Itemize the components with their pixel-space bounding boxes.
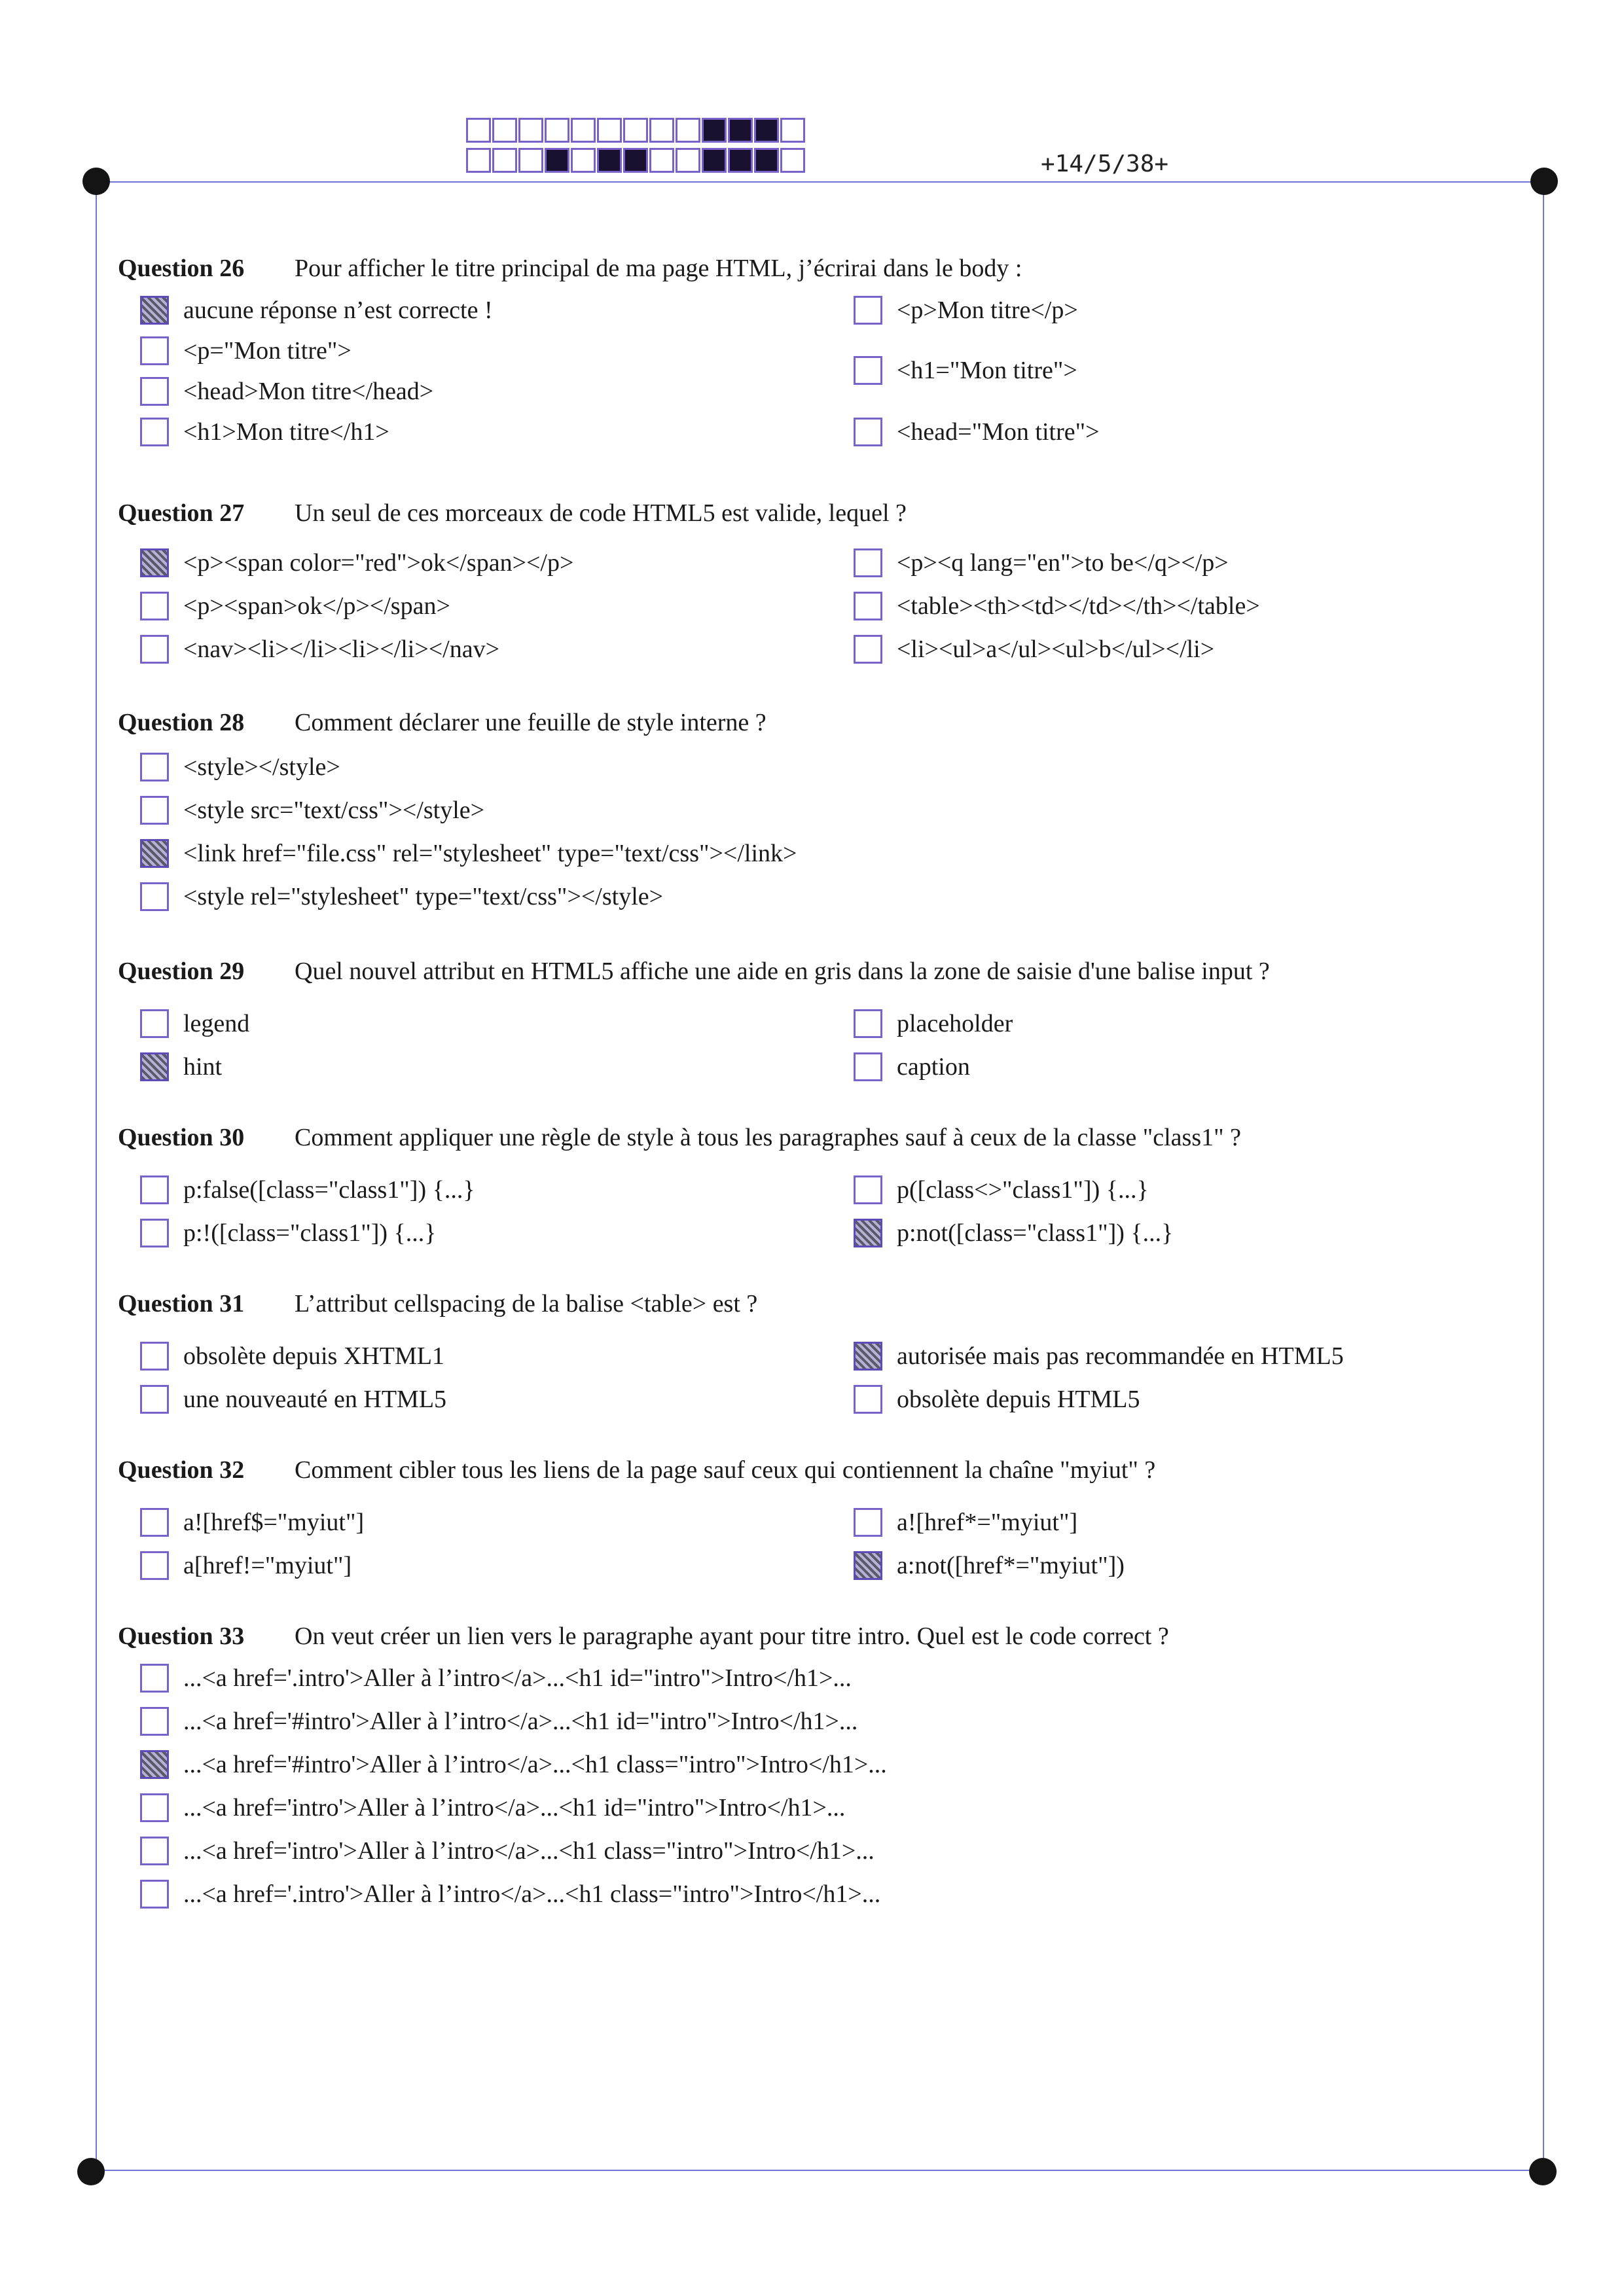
answer-label: <li><ul>a</ul><ul>b</ul></li>: [897, 636, 1215, 663]
answer-checkbox[interactable]: [854, 592, 882, 620]
answer-label: legend: [183, 1010, 250, 1037]
question-29: [118, 957, 1532, 1090]
question-32: [118, 1456, 1532, 1589]
id-code-cell: [597, 118, 622, 143]
question-text: Quel nouvel attribut en HTML5 affiche une aide en gris dans la zone de saisie d'une balise input ?: [295, 958, 1270, 985]
registration-mark-bottom-right: [1529, 2158, 1557, 2185]
answer-label: <head="Mon titre">: [897, 418, 1100, 446]
answer-label: ...<a href='#intro'>Aller à l’intro</a>...<h1 class="intro">Intro</h1>...: [183, 1751, 887, 1778]
answer-option[interactable]: [140, 377, 433, 406]
answer-checkbox[interactable]: [140, 336, 169, 365]
answer-option[interactable]: [854, 356, 1077, 385]
question-text: On veut créer un lien vers le paragraphe ayant pour titre intro. Quel est le code correct ?: [295, 1623, 1169, 1650]
question-28: [118, 708, 1532, 927]
answer-option[interactable]: [140, 592, 450, 620]
answer-checkbox[interactable]: [140, 1508, 169, 1537]
question-27: [118, 499, 1532, 672]
answer-label: une nouveauté en HTML5: [183, 1386, 447, 1413]
answer-option[interactable]: [854, 1385, 1140, 1414]
question-text: Un seul de ces morceaux de code HTML5 est valide, lequel ?: [295, 499, 907, 527]
answer-label: p([class<>"class1"]) {...}: [897, 1176, 1149, 1204]
id-code-cell: [466, 118, 491, 143]
answer-option[interactable]: [140, 296, 493, 325]
answer-checkbox[interactable]: [140, 1664, 169, 1693]
answer-label: ...<a href='#intro'>Aller à l’intro</a>...<h1 id="intro">Intro</h1>...: [183, 1708, 858, 1735]
answer-checkbox[interactable]: [140, 592, 169, 620]
answer-checkbox[interactable]: [140, 753, 169, 781]
answer-checkbox[interactable]: [854, 548, 882, 577]
answer-option[interactable]: [140, 548, 573, 577]
question-33: [118, 1622, 1532, 1939]
id-code-cell: [780, 148, 805, 173]
answer-checkbox[interactable]: [140, 1052, 169, 1081]
answer-label: ...<a href='.intro'>Aller à l’intro</a>...<h1 class="intro">Intro</h1>...: [183, 1880, 881, 1908]
answer-option[interactable]: [140, 1219, 437, 1247]
id-code-cell: [518, 118, 543, 143]
id-code-cell: [571, 148, 596, 173]
answer-option[interactable]: [140, 1342, 444, 1371]
answer-label: hint: [183, 1053, 223, 1081]
question-text: Comment appliquer une règle de style à tous les paragraphes sauf à ceux de la classe "class1" ?: [295, 1124, 1242, 1151]
id-code-cell: [780, 118, 805, 143]
answer-checkbox[interactable]: [854, 1175, 882, 1204]
id-code-cell: [623, 148, 648, 173]
answer-option[interactable]: [854, 1219, 1173, 1247]
id-code-cell: [754, 148, 779, 173]
answer-option[interactable]: [140, 635, 499, 664]
registration-mark-top-right: [1530, 168, 1558, 195]
answer-checkbox[interactable]: [854, 1052, 882, 1081]
answer-checkbox[interactable]: [854, 1508, 882, 1537]
id-code-cell: [597, 148, 622, 173]
id-code-cell: [728, 148, 753, 173]
id-code-cell: [571, 118, 596, 143]
answer-option[interactable]: [140, 839, 797, 868]
answer-label: <h1="Mon titre">: [897, 357, 1077, 384]
answer-checkbox[interactable]: [854, 296, 882, 325]
answer-label: <h1>Mon titre</h1>: [183, 418, 389, 446]
answer-label: <style></style>: [183, 753, 340, 781]
answer-option[interactable]: [140, 882, 663, 911]
id-code-row-2: [466, 148, 806, 173]
question-26: [118, 254, 1532, 466]
answer-option[interactable]: [854, 1342, 1344, 1371]
answer-label: a![href*="myiut"]: [897, 1509, 1078, 1536]
page-id: +14/5/38+: [1041, 151, 1169, 177]
answer-checkbox[interactable]: [140, 377, 169, 406]
answer-option[interactable]: [140, 1508, 364, 1537]
question-text: Comment cibler tous les liens de la page sauf ceux qui contiennent la chaîne "myiut" ?: [295, 1456, 1156, 1484]
question-number: Question 28: [118, 709, 245, 736]
answer-option[interactable]: [140, 753, 340, 781]
answer-checkbox[interactable]: [854, 1342, 882, 1371]
answer-checkbox[interactable]: [140, 1880, 169, 1909]
question-number: Question 33: [118, 1623, 245, 1650]
answer-label: <style rel="stylesheet" type="text/css"></style>: [183, 883, 664, 910]
id-code-cell: [676, 148, 700, 173]
answer-label: <p><span>ok</p></span>: [183, 592, 450, 620]
answer-label: aucune réponse n’est correcte !: [183, 296, 493, 324]
id-code-cell: [492, 148, 517, 173]
answer-option[interactable]: [140, 1880, 880, 1909]
answer-label: p:not([class="class1"]) {...}: [897, 1219, 1174, 1247]
id-code-cell: [702, 148, 727, 173]
answer-label: obsolète depuis HTML5: [897, 1386, 1140, 1413]
answer-label: <link href="file.css" rel="stylesheet" type="text/css"></link>: [183, 840, 797, 867]
answer-checkbox[interactable]: [140, 1837, 169, 1865]
answer-option[interactable]: [854, 592, 1260, 620]
answer-label: a:not([href*="myiut"]): [897, 1552, 1125, 1579]
answer-checkbox[interactable]: [140, 796, 169, 825]
id-code-cell: [545, 148, 569, 173]
answer-checkbox[interactable]: [140, 296, 169, 325]
answer-option[interactable]: [140, 1551, 352, 1580]
answer-option[interactable]: [140, 1837, 875, 1865]
answer-option[interactable]: [140, 1052, 222, 1081]
answer-option[interactable]: [854, 1508, 1077, 1537]
answer-label: p:false([class="class1"]) {...}: [183, 1176, 475, 1204]
question-30: [118, 1123, 1532, 1257]
answer-label: ...<a href='intro'>Aller à l’intro</a>...<h1 id="intro">Intro</h1>...: [183, 1794, 846, 1821]
registration-mark-bottom-left: [77, 2158, 105, 2185]
answer-label: <p="Mon titre">: [183, 337, 352, 365]
answer-label: ...<a href='intro'>Aller à l’intro</a>...<h1 class="intro">Intro</h1>...: [183, 1837, 875, 1865]
answer-label: p:!([class="class1"]) {...}: [183, 1219, 437, 1247]
answer-checkbox[interactable]: [140, 1342, 169, 1371]
id-code-cell: [623, 118, 648, 143]
answer-label: autorisée mais pas recommandée en HTML5: [897, 1342, 1344, 1370]
id-code-cell: [728, 118, 753, 143]
answer-option[interactable]: [140, 1175, 475, 1204]
answer-label: <table><th><td></td></th></table>: [897, 592, 1260, 620]
question-text: L’attribut cellspacing de la balise <table> est ?: [295, 1290, 758, 1318]
answer-checkbox[interactable]: [140, 1009, 169, 1038]
answer-checkbox[interactable]: [854, 635, 882, 664]
answer-label: a[href!="myiut"]: [183, 1552, 352, 1579]
answer-option[interactable]: [140, 1793, 845, 1822]
id-code-row-1: [466, 118, 806, 143]
answer-checkbox[interactable]: [140, 1219, 169, 1247]
answer-option[interactable]: [854, 1551, 1125, 1580]
answer-label: caption: [897, 1053, 970, 1081]
answer-checkbox[interactable]: [140, 1551, 169, 1580]
answer-checkbox[interactable]: [140, 1385, 169, 1414]
answer-checkbox[interactable]: [140, 1750, 169, 1779]
answer-label: <p>Mon titre</p>: [897, 296, 1078, 324]
id-code-cell: [676, 118, 700, 143]
answer-option[interactable]: [854, 548, 1229, 577]
answer-option[interactable]: [140, 796, 484, 825]
registration-mark-top-left: [82, 168, 110, 195]
question-number: Question 29: [118, 958, 245, 985]
answer-option[interactable]: [854, 1052, 970, 1081]
answer-option[interactable]: [854, 1175, 1149, 1204]
answer-label: <p><span color="red">ok</span></p>: [183, 549, 574, 577]
question-number: Question 27: [118, 499, 245, 527]
answer-label: <style src="text/css"></style>: [183, 797, 485, 824]
answer-option[interactable]: [140, 1750, 887, 1779]
id-code-cell: [466, 148, 491, 173]
answer-checkbox[interactable]: [140, 635, 169, 664]
id-code-cell: [702, 118, 727, 143]
answer-label: <p><q lang="en">to be</q></p>: [897, 549, 1229, 577]
answer-label: <head>Mon titre</head>: [183, 378, 434, 405]
id-code-cell: [754, 118, 779, 143]
answer-option[interactable]: [854, 635, 1214, 664]
question-31: [118, 1289, 1532, 1423]
answer-label: placeholder: [897, 1010, 1013, 1037]
answer-label: <nav><li></li><li></li></nav>: [183, 636, 500, 663]
answer-option[interactable]: [854, 418, 1100, 446]
answer-label: a![href$="myiut"]: [183, 1509, 365, 1536]
id-code-cell: [518, 148, 543, 173]
answer-checkbox[interactable]: [140, 882, 169, 911]
id-code-cell: [649, 118, 674, 143]
answer-checkbox[interactable]: [140, 1175, 169, 1204]
answer-label: ...<a href='.intro'>Aller à l’intro</a>...<h1 id="intro">Intro</h1>...: [183, 1664, 852, 1692]
answer-checkbox[interactable]: [854, 1385, 882, 1414]
question-number: Question 31: [118, 1290, 245, 1318]
answer-label: obsolète depuis XHTML1: [183, 1342, 444, 1370]
answer-checkbox[interactable]: [140, 1707, 169, 1736]
answer-checkbox[interactable]: [140, 418, 169, 446]
answer-checkbox[interactable]: [854, 418, 882, 446]
question-text: Pour afficher le titre principal de ma page HTML, j’écrirai dans le body :: [295, 255, 1022, 282]
answer-option[interactable]: [140, 1707, 857, 1736]
question-number: Question 26: [118, 255, 245, 282]
answer-checkbox[interactable]: [140, 839, 169, 868]
answer-checkbox[interactable]: [854, 356, 882, 385]
answer-checkbox[interactable]: [140, 548, 169, 577]
answer-option[interactable]: [854, 296, 1078, 325]
answer-checkbox[interactable]: [854, 1551, 882, 1580]
question-text: Comment déclarer une feuille de style interne ?: [295, 709, 767, 736]
answer-option[interactable]: [140, 336, 352, 365]
answer-checkbox[interactable]: [854, 1219, 882, 1247]
answer-checkbox[interactable]: [140, 1793, 169, 1822]
answer-option[interactable]: [140, 1385, 446, 1414]
answer-option[interactable]: [140, 1009, 249, 1038]
question-number: Question 30: [118, 1124, 245, 1151]
id-code-cell: [492, 118, 517, 143]
id-code-cell: [545, 118, 569, 143]
answer-option[interactable]: [140, 1664, 852, 1693]
id-code-cell: [649, 148, 674, 173]
answer-option[interactable]: [140, 418, 389, 446]
question-number: Question 32: [118, 1456, 245, 1484]
answer-option[interactable]: [854, 1009, 1013, 1038]
answer-checkbox[interactable]: [854, 1009, 882, 1038]
